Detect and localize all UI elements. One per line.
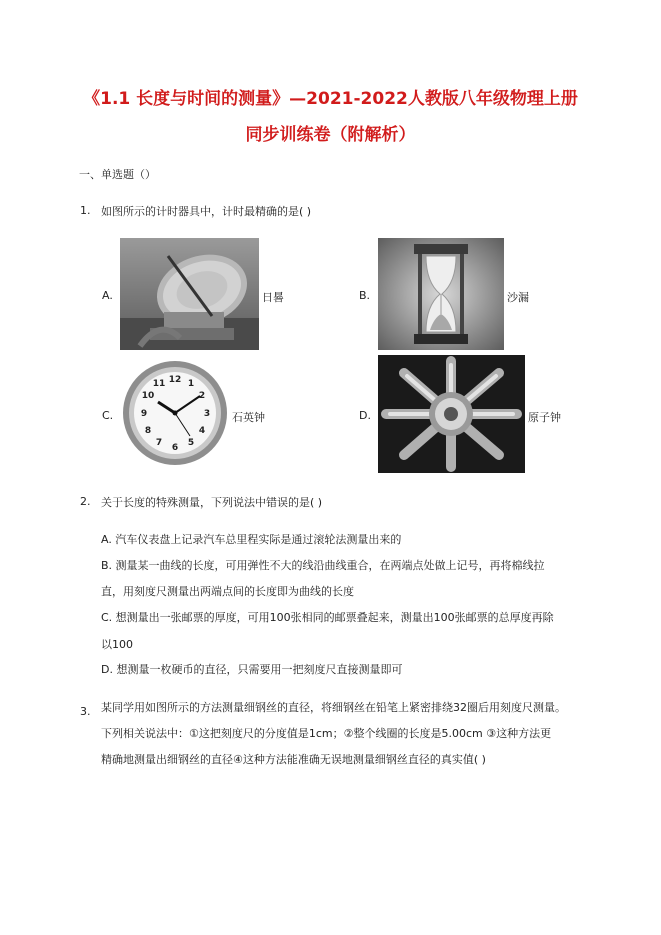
option-d-letter: D. (359, 409, 371, 422)
question-2-option-c-line1: C. 想测量出一张邮票的厚度，可用100张相同的邮票叠起来，测量出100张邮票的总厚度再除 (101, 611, 554, 624)
question-2-option-a: A. 汽车仪表盘上记录汽车总里程实际是通过滚轮法测量出来的 (101, 533, 402, 546)
section-heading: 一、单选题（） (79, 168, 156, 181)
svg-text:7: 7 (155, 438, 163, 448)
question-2-text: 关于长度的特殊测量，下列说法中错误的是( ) (101, 496, 323, 509)
svg-text:6: 6 (171, 443, 179, 453)
option-c-letter: C. (102, 409, 114, 422)
option-b-letter: B. (359, 289, 371, 302)
question-3-line3: 精确地测量出细钢丝的直径④这种方法能准确无误地测量细钢丝直径的真实值( ) (101, 753, 486, 766)
question-3-number: 3. (80, 705, 91, 718)
hourglass-image (378, 238, 504, 350)
question-2-option-b-line2: 直，用刻度尺测量出两端点间的长度即为曲线的长度 (101, 585, 354, 598)
svg-text:12: 12 (168, 375, 182, 385)
quartz-clock-image (120, 360, 230, 466)
question-2-number: 2. (80, 495, 91, 508)
svg-text:1: 1 (187, 379, 195, 389)
svg-text:2: 2 (198, 391, 206, 401)
sundial-image (120, 238, 259, 350)
document-title-line2: 同步训练卷（附解析） (245, 125, 416, 145)
atomic-clock-image (378, 355, 525, 473)
option-a-letter: A. (102, 289, 113, 302)
question-2-option-c-line2: 以100 (101, 638, 133, 651)
option-a-label: 日晷 (262, 291, 284, 304)
svg-text:3: 3 (203, 409, 211, 419)
question-1-number: 1. (80, 204, 91, 217)
svg-text:8: 8 (144, 426, 152, 436)
svg-text:10: 10 (141, 391, 155, 401)
svg-text:11: 11 (152, 379, 166, 389)
option-d-label: 原子钟 (528, 411, 561, 424)
question-2-option-d: D. 想测量一枚硬币的直径，只需要用一把刻度尺直接测量即可 (101, 663, 403, 676)
document-title-line1: 《1.1 长度与时间的测量》—2021-2022人教版八年级物理上册 (83, 89, 578, 109)
question-2-option-b-line1: B. 测量某一曲线的长度，可用弹性不大的线沿曲线重合，在两端点处做上记号，再将棉线拉 (101, 559, 545, 572)
question-3-line1: 某同学用如图所示的方法测量细钢丝的直径，将细钢丝在铅笔上紧密排绕32圈后用刻度尺测量。 (101, 701, 566, 714)
question-1-text: 如图所示的计时器具中，计时最精确的是( ) (101, 205, 312, 218)
option-b-label: 沙漏 (507, 291, 529, 304)
svg-text:5: 5 (187, 438, 195, 448)
question-3-line2: 下列相关说法中：①这把刻度尺的分度值是1cm；②整个线圈的长度是5.00cm ③这种方法更 (101, 727, 552, 740)
option-c-label: 石英钟 (232, 411, 265, 424)
svg-text:9: 9 (140, 409, 148, 419)
svg-text:4: 4 (198, 426, 206, 436)
